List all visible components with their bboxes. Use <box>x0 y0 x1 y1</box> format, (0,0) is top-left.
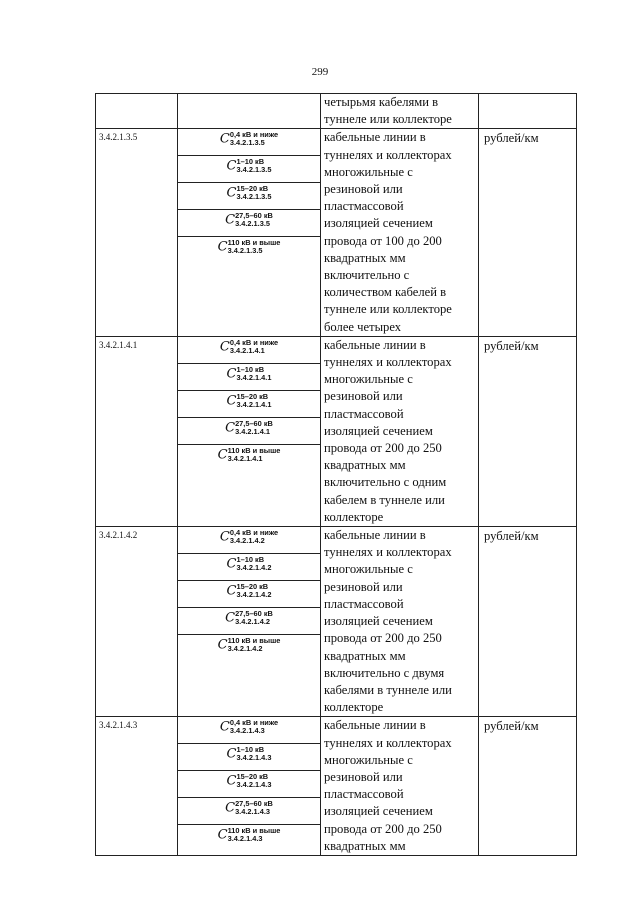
symbol-voltage: 110 кВ и выше <box>227 636 281 646</box>
symbol-base: C <box>226 158 237 174</box>
symbol-index: 3.4.2.1.3.5 <box>235 219 270 229</box>
symbol-index: 3.4.2.1.4.1 <box>227 453 263 463</box>
rate-symbol <box>178 581 320 608</box>
rate-symbol <box>178 825 320 851</box>
symbol-index: 3.4.2.1.3.5 <box>227 246 263 256</box>
symbol-index: 3.4.2.1.3.5 <box>229 138 265 148</box>
symbol-base: C <box>226 746 237 762</box>
unit-cell: рублей/км <box>479 527 577 717</box>
symbol-voltage: 1–10 кВ <box>236 364 265 374</box>
symbol-base: C <box>225 420 236 436</box>
symbol-base: C <box>225 212 236 228</box>
symbol-voltage: 0,4 кВ и ниже <box>229 528 279 538</box>
symbol-index: 3.4.2.1.4.2 <box>227 644 263 654</box>
rate-symbol <box>178 391 320 418</box>
rate-symbol <box>178 798 320 825</box>
symbol-index: 3.4.2.1.4.1 <box>236 372 272 382</box>
rate-symbol <box>178 237 320 263</box>
symbol-index: 3.4.2.1.4.3 <box>236 753 272 763</box>
symbol-base: C <box>226 366 237 382</box>
code-cell <box>96 94 178 129</box>
symbol-voltage: 27,5–60 кВ <box>235 799 273 809</box>
description-text: кабельные линии в туннелях и коллекторах многожильные с резиновой или пластмассовой изоляцией сечением провода от 200 до 250 квадратных мм <box>324 718 452 853</box>
unit-cell <box>479 94 577 129</box>
symbols-cell <box>178 129 321 336</box>
symbol-base: C <box>226 393 237 409</box>
rate-symbol <box>178 156 320 183</box>
symbol-base: C <box>219 529 230 545</box>
rate-symbol <box>178 183 320 210</box>
rate-symbol <box>178 717 320 744</box>
symbol-index: 3.4.2.1.4.3 <box>229 726 265 736</box>
rate-symbol <box>178 210 320 237</box>
code-cell: 3.4.2.1.4.1 <box>96 336 178 526</box>
symbol-voltage: 0,4 кВ и ниже <box>229 718 279 728</box>
symbol-voltage: 1–10 кВ <box>236 555 265 565</box>
symbol-index: 3.4.2.1.4.1 <box>229 345 265 355</box>
tariff-table <box>95 93 577 856</box>
symbol-base: C <box>226 185 237 201</box>
unit-cell: рублей/км <box>479 129 577 336</box>
symbol-base: C <box>217 447 228 463</box>
symbol-voltage: 15–20 кВ <box>236 772 269 782</box>
symbol-index: 3.4.2.1.3.5 <box>236 192 272 202</box>
description-text: кабельные линии в туннелях и коллекторах многожильные с резиновой или пластмассовой изоляцией сечением провода от 100 до 200 квадратных мм включительно с количеством кабелей в туннеле или коллекторе более четырех <box>324 130 452 334</box>
symbol-base: C <box>226 556 237 572</box>
rate-symbol <box>178 554 320 581</box>
table-row <box>96 527 577 717</box>
rate-symbol <box>178 744 320 771</box>
rate-symbol <box>178 445 320 471</box>
symbol-index: 3.4.2.1.4.2 <box>235 617 270 627</box>
description-text: кабельные линии в туннелях и коллекторах многожильные с резиновой или пластмассовой изоляцией сечением провода от 200 до 250 квадратных мм включительно с одним кабелем в туннеле или коллекторе <box>324 337 452 524</box>
symbol-base: C <box>225 610 236 626</box>
symbol-voltage: 110 кВ и выше <box>227 826 281 836</box>
symbol-voltage: 15–20 кВ <box>236 184 269 194</box>
unit-cell: рублей/км <box>479 336 577 526</box>
rate-symbol <box>178 129 320 156</box>
rate-symbol <box>178 771 320 798</box>
symbol-index: 3.4.2.1.4.2 <box>236 590 272 600</box>
table-row-continued <box>96 94 577 129</box>
code-cell: 3.4.2.1.3.5 <box>96 129 178 336</box>
symbols-cell <box>178 94 321 129</box>
symbol-base: C <box>217 827 228 843</box>
symbol-voltage: 27,5–60 кВ <box>235 418 273 428</box>
rate-symbol <box>178 337 320 364</box>
symbol-voltage: 110 кВ и выше <box>227 445 281 455</box>
code-cell: 3.4.2.1.4.2 <box>96 527 178 717</box>
page-number: 299 <box>311 66 329 78</box>
rate-symbol <box>178 635 320 661</box>
symbol-base: C <box>219 131 230 147</box>
symbol-index: 3.4.2.1.4.3 <box>236 780 272 790</box>
table-row <box>96 717 577 856</box>
symbol-index: 3.4.2.1.3.5 <box>236 165 272 175</box>
symbol-voltage: 110 кВ и выше <box>227 238 281 248</box>
symbol-voltage: 15–20 кВ <box>236 582 269 592</box>
rate-symbol <box>178 527 320 554</box>
description-text: кабельные линии в туннелях и коллекторах многожильные с резиновой или пластмассовой изоляцией сечением провода от 200 до 250 квадратных мм включительно с двумя кабелями в туннеле или коллекторе <box>324 528 452 715</box>
symbol-index: 3.4.2.1.4.3 <box>235 807 270 817</box>
code-cell: 3.4.2.1.4.3 <box>96 717 178 856</box>
description-cell <box>321 527 479 717</box>
symbol-base: C <box>217 239 228 255</box>
description-text: четырьмя кабелями в туннеле или коллекторе <box>324 95 452 127</box>
description-cell <box>321 129 479 336</box>
symbol-base: C <box>225 800 236 816</box>
symbol-voltage: 15–20 кВ <box>236 391 269 401</box>
symbol-voltage: 1–10 кВ <box>236 745 265 755</box>
description-cell <box>321 336 479 526</box>
symbol-base: C <box>217 637 228 653</box>
rate-symbol <box>178 364 320 391</box>
symbol-voltage: 27,5–60 кВ <box>235 609 273 619</box>
symbols-cell <box>178 527 321 717</box>
unit-cell: рублей/км <box>479 717 577 856</box>
table-row <box>96 129 577 336</box>
symbol-voltage: 27,5–60 кВ <box>235 211 273 221</box>
description-cell <box>321 717 479 856</box>
table-row <box>96 336 577 526</box>
symbol-index: 3.4.2.1.4.1 <box>236 399 272 409</box>
symbol-voltage: 1–10 кВ <box>236 157 265 167</box>
symbol-index: 3.4.2.1.4.2 <box>229 536 265 546</box>
rate-symbol <box>178 418 320 445</box>
rate-symbol <box>178 608 320 635</box>
symbol-index: 3.4.2.1.4.1 <box>235 426 270 436</box>
symbol-voltage: 0,4 кВ и ниже <box>229 130 279 140</box>
symbol-index: 3.4.2.1.4.3 <box>227 834 263 844</box>
description-cell <box>321 94 479 129</box>
symbol-base: C <box>226 773 237 789</box>
symbol-base: C <box>226 583 237 599</box>
symbols-cell <box>178 717 321 856</box>
symbol-index: 3.4.2.1.4.2 <box>236 563 272 573</box>
symbols-cell <box>178 336 321 526</box>
symbol-voltage: 0,4 кВ и ниже <box>229 337 279 347</box>
symbol-base: C <box>219 719 230 735</box>
symbol-base: C <box>219 339 230 355</box>
